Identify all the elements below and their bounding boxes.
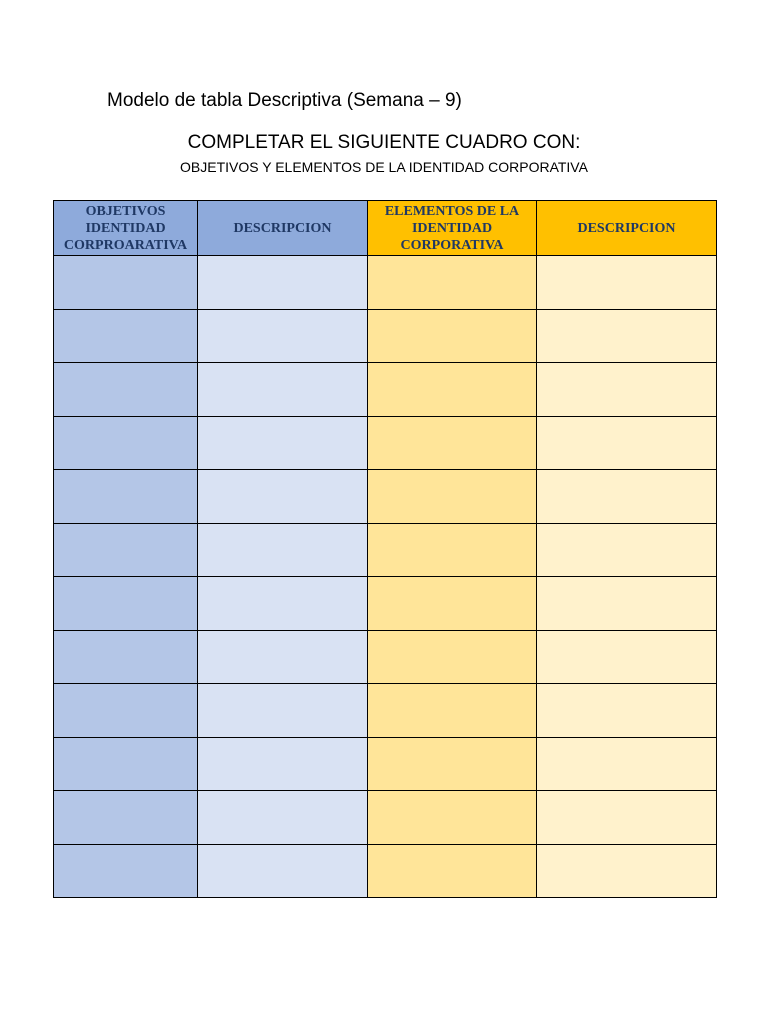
descripcion-objetivo-cell[interactable] <box>198 844 368 898</box>
elemento-cell[interactable] <box>368 630 537 684</box>
elemento-cell[interactable] <box>368 363 537 417</box>
table-row <box>54 309 717 363</box>
descripcion-objetivo-cell[interactable] <box>198 684 368 738</box>
descripcion-elemento-cell[interactable] <box>537 684 717 738</box>
header-descripcion-1: DESCRIPCION <box>198 201 368 256</box>
descripcion-elemento-cell[interactable] <box>537 470 717 524</box>
elemento-cell[interactable] <box>368 684 537 738</box>
objetivo-cell[interactable] <box>54 844 198 898</box>
table-row <box>54 577 717 631</box>
descripcion-objetivo-cell[interactable] <box>198 577 368 631</box>
elemento-cell[interactable] <box>368 416 537 470</box>
descripcion-objetivo-cell[interactable] <box>198 309 368 363</box>
table-row <box>54 684 717 738</box>
table-row <box>54 844 717 898</box>
table-row <box>54 470 717 524</box>
descripcion-objetivo-cell[interactable] <box>198 256 368 310</box>
elemento-cell[interactable] <box>368 791 537 845</box>
objetivo-cell[interactable] <box>54 470 198 524</box>
objetivo-cell[interactable] <box>54 309 198 363</box>
table-header-row <box>54 201 717 256</box>
descripcion-elemento-cell[interactable] <box>537 256 717 310</box>
descripcion-objetivo-cell[interactable] <box>198 416 368 470</box>
objetivo-cell[interactable] <box>54 523 198 577</box>
table-body <box>54 256 717 898</box>
descripcion-elemento-cell[interactable] <box>537 416 717 470</box>
header-objetivos: OBJETIVOS IDENTIDAD CORPROARATIVA <box>54 201 198 256</box>
descripcion-elemento-cell[interactable] <box>537 577 717 631</box>
descripcion-objetivo-cell[interactable] <box>198 470 368 524</box>
descripcion-elemento-cell[interactable] <box>537 523 717 577</box>
table-row <box>54 416 717 470</box>
document-heading: COMPLETAR EL SIGUIENTE CUADRO CON: <box>187 132 581 153</box>
descripcion-elemento-cell[interactable] <box>537 630 717 684</box>
table-row <box>54 791 717 845</box>
elemento-cell[interactable] <box>368 523 537 577</box>
descripcion-elemento-cell[interactable] <box>537 737 717 791</box>
objetivo-cell[interactable] <box>54 737 198 791</box>
table-row <box>54 363 717 417</box>
objetivo-cell[interactable] <box>54 577 198 631</box>
descripcion-objetivo-cell[interactable] <box>198 523 368 577</box>
objetivo-cell[interactable] <box>54 684 198 738</box>
table-row <box>54 630 717 684</box>
table-row <box>54 737 717 791</box>
descripcion-elemento-cell[interactable] <box>537 309 717 363</box>
objetivo-cell[interactable] <box>54 256 198 310</box>
descripcion-objetivo-cell[interactable] <box>198 630 368 684</box>
elemento-cell[interactable] <box>368 577 537 631</box>
elemento-cell[interactable] <box>368 844 537 898</box>
descriptive-table <box>53 200 717 898</box>
header-elementos: ELEMENTOS DE LA IDENTIDAD CORPORATIVA <box>368 201 537 256</box>
elemento-cell[interactable] <box>368 470 537 524</box>
descripcion-objetivo-cell[interactable] <box>198 791 368 845</box>
objetivo-cell[interactable] <box>54 791 198 845</box>
elemento-cell[interactable] <box>368 309 537 363</box>
document-title: Modelo de tabla Descriptiva (Semana – 9) <box>107 90 462 111</box>
elemento-cell[interactable] <box>368 737 537 791</box>
elemento-cell[interactable] <box>368 256 537 310</box>
objetivo-cell[interactable] <box>54 363 198 417</box>
document-subheading: OBJETIVOS Y ELEMENTOS DE LA IDENTIDAD CORPORATIVA <box>180 159 588 175</box>
table-row <box>54 523 717 577</box>
objetivo-cell[interactable] <box>54 630 198 684</box>
descripcion-elemento-cell[interactable] <box>537 791 717 845</box>
descripcion-elemento-cell[interactable] <box>537 363 717 417</box>
header-descripcion-2: DESCRIPCION <box>537 201 717 256</box>
descripcion-objetivo-cell[interactable] <box>198 737 368 791</box>
descripcion-elemento-cell[interactable] <box>537 844 717 898</box>
descripcion-objetivo-cell[interactable] <box>198 363 368 417</box>
objetivo-cell[interactable] <box>54 416 198 470</box>
table-row <box>54 256 717 310</box>
